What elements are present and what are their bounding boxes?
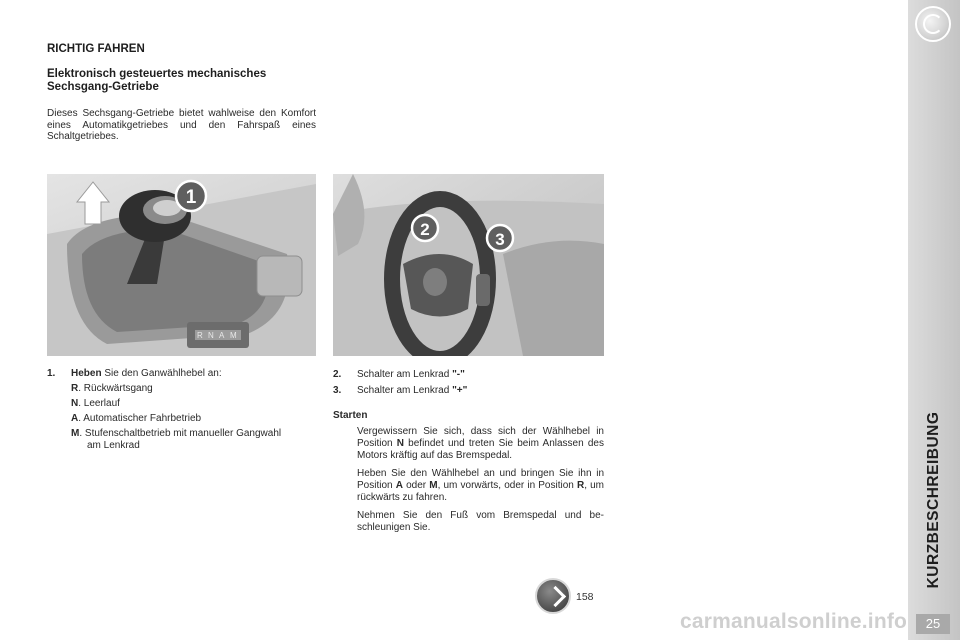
list-item: [47, 413, 317, 425]
gear-selector-illustration: [47, 174, 316, 356]
bullet-text: , um vorwärts, oder in Position: [437, 480, 577, 491]
item-number: 2.: [333, 369, 342, 380]
section-title: RICHTIG FAHREN: [47, 43, 145, 55]
gate-letter: A: [219, 331, 225, 340]
position-text: . Leerlauf: [78, 398, 120, 409]
item-text: Schalter am Lenkrad: [357, 385, 453, 396]
list-item: [333, 369, 604, 381]
bullet-text: Nehmen Sie den Fuß vom Bremspedal und beschleunigen Sie.: [357, 510, 604, 533]
bullet-key: M: [429, 480, 438, 491]
page-tab: 25: [916, 614, 950, 634]
watermark: carmanualsonline.info: [680, 610, 908, 633]
position-key: A: [71, 413, 79, 424]
position-text: . Rückwärtsgang: [78, 383, 153, 394]
arrow-up-icon: [77, 182, 109, 224]
callout-2: [412, 215, 438, 241]
list-item: [333, 385, 604, 397]
list-item: [47, 368, 317, 380]
item-text: Sie den Ganwählhebel an:: [101, 368, 222, 379]
item-text: Schalter am Lenkrad: [357, 369, 453, 380]
controls-list: [333, 369, 604, 540]
item-lead: Heben: [71, 368, 102, 379]
intro-paragraph: Dieses Sechsgang-Getriebe bietet wahlweise den Komfort eines Automatikgetriebes und den Fahrspaß eines Schaltgetriebes.: [47, 108, 316, 142]
bullet-key: A: [395, 480, 403, 491]
bullet-key: N: [396, 438, 404, 449]
item-number: 1.: [47, 368, 56, 379]
bullet-text: oder: [402, 480, 430, 491]
gate-letter: M: [230, 331, 237, 340]
list-item: [47, 428, 317, 452]
item-number: 3.: [333, 385, 342, 396]
bullet-item: [333, 468, 604, 504]
position-key: R: [71, 383, 79, 394]
bullet-item: [333, 426, 604, 462]
item-symbol: "-": [452, 369, 465, 380]
subtitle: Elektronisch gesteuertes mechanisches Sechsgang-Getriebe: [47, 68, 267, 93]
position-key: M: [71, 428, 80, 439]
bullet-text: Heben Sie den Wählhebel an und bringen Sie ihn in Position: [357, 468, 604, 491]
starten-title: Starten: [333, 410, 368, 421]
page-reference-arrow-icon[interactable]: [535, 578, 571, 614]
bullet-text: befindet und treten Sie beim Anlassen des Motors kräftig auf das Bremspedal.: [357, 438, 604, 461]
gear-positions-list: [47, 368, 317, 455]
steering-wheel-illustration: [333, 174, 604, 356]
page-reference-number[interactable]: 158: [576, 591, 594, 603]
gate-letter: R: [197, 331, 203, 340]
callout-1: [176, 181, 206, 211]
callout-number: 1: [185, 187, 197, 208]
position-key: N: [71, 398, 79, 409]
callout-number: 2: [420, 220, 430, 239]
position-text-continued: am Lenkrad: [87, 440, 140, 451]
position-text: . Automatischer Fahrbetrieb: [78, 413, 202, 424]
bullet-text: Vergewissern Sie sich, dass sich der Wählhebel in Position: [357, 426, 604, 449]
position-text: . Stufenschaltbetrieb mit manueller Gangwahl: [79, 428, 282, 439]
bullet-item: [333, 510, 604, 534]
bullet-text: , um rückwärts zu fahren.: [357, 480, 605, 503]
chapter-circle-icon: [915, 6, 951, 42]
item-symbol: "+": [452, 385, 468, 396]
gate-letter: N: [208, 331, 214, 340]
sidebar-title: KURZBESCHREIBUNG: [925, 411, 942, 589]
list-item: [47, 398, 317, 410]
bullet-key: R: [576, 480, 585, 491]
callout-3: [487, 225, 513, 251]
list-item: [47, 383, 317, 395]
callout-number: 3: [495, 230, 505, 249]
